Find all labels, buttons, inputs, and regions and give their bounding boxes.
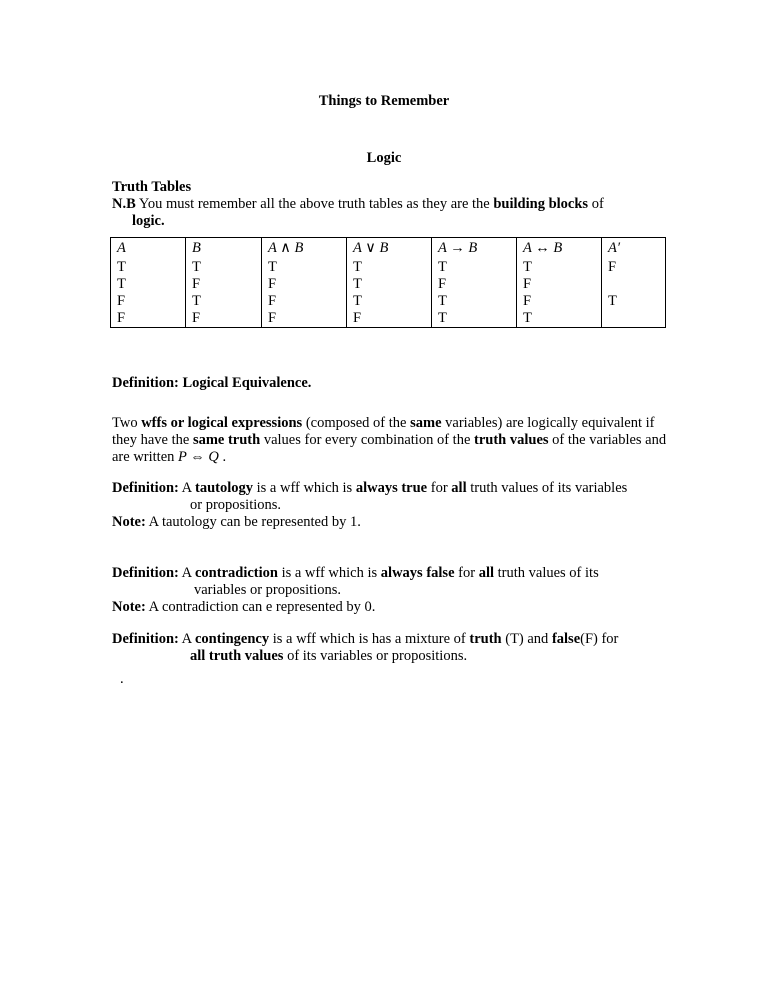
table-cell: F [186,310,262,328]
table-header-cell: A → B [432,238,517,260]
page-heading: Things to Remember [318,93,450,109]
table-cell: T [432,293,517,310]
table-cell: T [111,259,186,276]
tautology-definition: Definition: A tautology is a wff which is always true for all truth values of its variables or propositions. Note: A tautology can be represented by 1. [112,480,628,530]
table-cell: F [111,310,186,328]
table-cell: T [432,310,517,328]
table-cell: T [111,276,186,293]
table-header-cell: A′ [602,238,666,260]
table-cell: T [347,259,432,276]
table-cell: F [262,276,347,293]
table-cell: F [262,310,347,328]
equivalence-title: Definition: Logical Equivalence. [112,375,312,391]
table-header-cell: A [111,238,186,260]
table-header-cell: A ↔ B [517,238,602,260]
table-cell: F [517,293,602,310]
table-cell: T [517,259,602,276]
table-cell: F [111,293,186,310]
contingency-definition: Definition: A contingency is a wff which is has a mixture of truth (T) and false(F) for all truth values of its variables or propositions. [112,631,619,664]
table-row [111,293,666,310]
contradiction-definition: Definition: A contradiction is a wff which is always false for all truth values of its variables or propositions. Note: A contradiction can e represented by 0. [112,565,599,615]
table-cell [602,310,666,328]
table-cell [602,276,666,293]
section-title: Truth Tables [112,179,192,195]
table-cell: T [186,293,262,310]
table-row [111,276,666,293]
equivalence-body: Two wffs or logical expressions (composed of the same variables) are logically equivalent if they have the same truth values for every combination of the truth values of the variables and are written P ⇔ Q . [112,415,667,465]
equivalence-formula: P ⇔ Q [178,449,219,465]
nb-note: N.B You must remember all the above truth tables as they are the building blocks of logic. [112,196,604,229]
table-cell: F [602,259,666,276]
table-cell: T [347,293,432,310]
table-header-cell: B [186,238,262,260]
table-cell: T [517,310,602,328]
table-cell: F [262,293,347,310]
table-cell: T [262,259,347,276]
table-cell: T [347,276,432,293]
table-header-cell: A ∨ B [347,238,432,260]
table-row [111,259,666,276]
table-cell: F [186,276,262,293]
table-row [111,310,666,328]
table-cell: F [347,310,432,328]
truth-table [110,237,666,328]
stray-mark: . [120,671,124,687]
table-cell: T [186,259,262,276]
table-header-row [111,238,666,260]
page-subheading: Logic [366,150,402,166]
table-cell: F [432,276,517,293]
table-cell: T [432,259,517,276]
table-cell: F [517,276,602,293]
table-cell: T [602,293,666,310]
table-header-cell: A ∧ B [262,238,347,260]
